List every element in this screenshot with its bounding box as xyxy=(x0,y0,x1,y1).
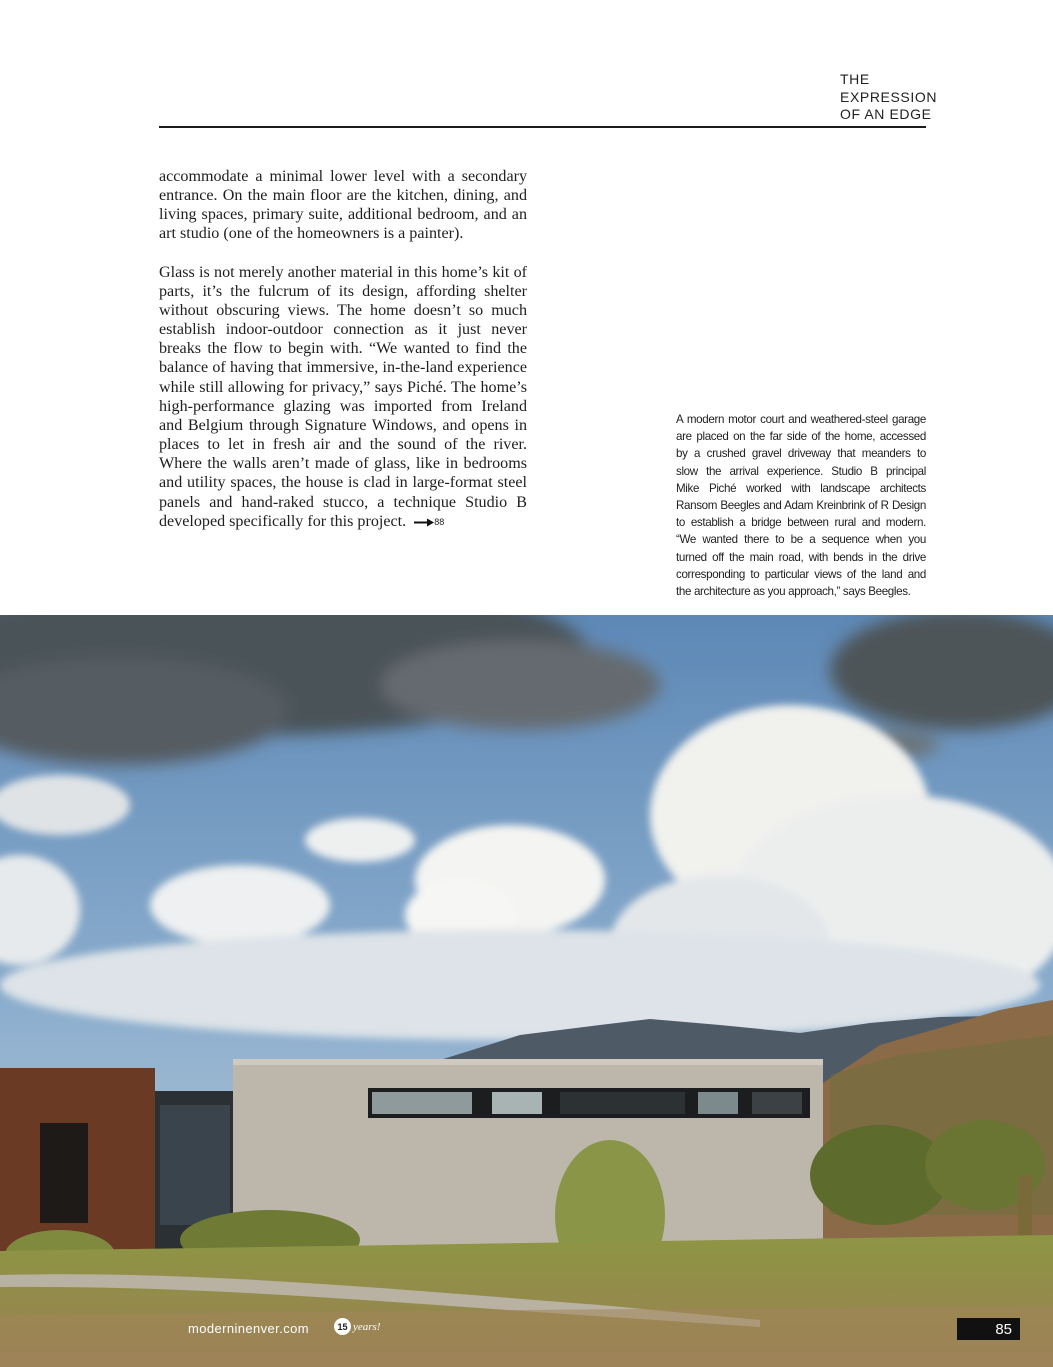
footer-site[interactable]: moderninenver.com xyxy=(188,1321,309,1336)
caption-line: are placed on the far side of the home, accessed xyxy=(676,430,926,444)
page-number xyxy=(957,1318,1020,1340)
caption-line: the architecture as you approach,” says Beegles. xyxy=(676,585,911,599)
body-paragraph-text: Glass is not merely another material in this home’s kit of parts, it’s the fulcrum of its design, affording shelter without obscuring views. The home doesn’t so much establish indoor-outdoor connection as it just never breaks the flow to begin with. “We wanted to find the balance of having that immersive, in-the-land experience while still allowing for privacy,” says Piché. The home’s high-performance glazing was imported from Ireland and Belgium through Signature Windows, and opens in places to let in fresh air and the sound of the river. Where the walls aren’t made of glass, like in bedrooms and utility spaces, the house is clad in large-format steel panels and hand-raked stucco, a technique Studio B developed specifically for this project. xyxy=(159,263,527,530)
caption-line: “We wanted there to be a sequence when you xyxy=(676,533,926,547)
anniversary-badge xyxy=(334,1318,381,1335)
section-label-line-3: OF AN EDGE xyxy=(840,106,932,122)
arrow-right-icon xyxy=(414,518,434,527)
continued-page-number: 88 xyxy=(434,516,445,527)
caption-line: turned off the main road, with bends in the drive xyxy=(676,550,926,564)
caption-line: to establish a bridge between rural and modern. xyxy=(676,516,926,530)
article-body xyxy=(159,167,527,551)
badge-circle: 15 xyxy=(334,1318,351,1335)
caption-line: slow the arrival experience. Studio B principal xyxy=(676,464,926,478)
caption-line: Mike Piché worked with landscape architects xyxy=(676,481,926,495)
section-label-line-1: THE xyxy=(840,71,870,87)
caption-line: corresponding to particular views of the land and xyxy=(676,567,926,581)
body-paragraph xyxy=(159,263,527,532)
section-label xyxy=(840,71,937,124)
caption-line: by a crushed gravel driveway that meanders to xyxy=(676,447,926,461)
header-rule xyxy=(159,126,926,128)
house-photo xyxy=(0,615,1053,1367)
caption-line: Ransom Beegles and Adam Kreinbrink of R Design xyxy=(676,499,926,513)
caption-line: A modern motor court and weathered-steel garage xyxy=(676,413,926,426)
body-paragraph: accommodate a minimal lower level with a secondary entrance. On the main floor are the kitchen, dining, and living spaces, primary suite, additional bedroom, and an art studio (one of the homeowners is a painter). xyxy=(159,168,527,243)
section-label-line-2: EXPRESSION xyxy=(840,88,938,105)
continued-jump[interactable] xyxy=(414,517,444,527)
page-number-text: 85 xyxy=(995,1320,1012,1338)
badge-text: years! xyxy=(353,1320,381,1333)
photo-caption xyxy=(676,411,926,600)
